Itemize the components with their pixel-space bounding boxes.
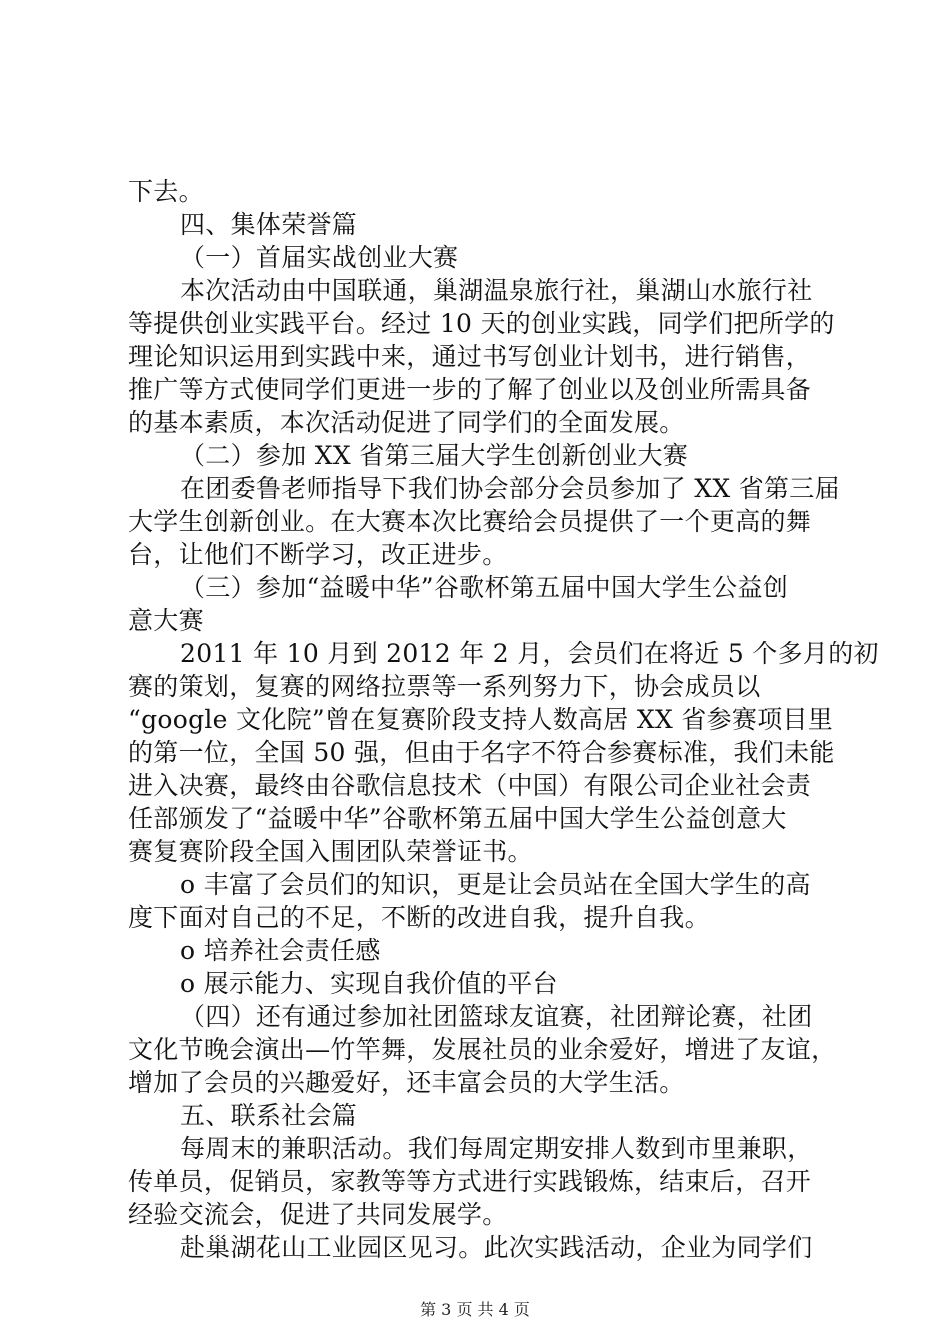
- text-line: 赴巢湖花山工业园区见习。此次实践活动，企业为同学们: [180, 1233, 813, 1262]
- text-line: 每周末的兼职活动。我们每周定期安排人数到市里兼职，: [180, 1134, 813, 1163]
- text-line: 意大赛: [128, 606, 204, 635]
- text-line: 下去。: [128, 177, 204, 206]
- text-line: 推广等方式使同学们更进一步的了解了创业以及创业所需具备: [128, 375, 812, 404]
- list-item: o 培养社会责任感: [180, 936, 381, 965]
- text-line: 等提供创业实践平台。经过 10 天的创业实践，同学们把所学的: [128, 309, 835, 338]
- page-footer: 第 3 页 共 4 页: [420, 1300, 530, 1319]
- text-line: 2011 年 10 月到 2012 年 2 月，会员们在将近 5 个多月的初: [180, 639, 879, 668]
- text-line: 进入决赛，最终由谷歌信息技术（中国）有限公司企业社会责: [128, 771, 812, 800]
- subsection-heading: （一）首届实战创业大赛: [180, 243, 459, 272]
- text-line: 的基本素质，本次活动促进了同学们的全面发展。: [128, 408, 685, 437]
- text-line: 在团委鲁老师指导下我们协会部分会员参加了 XX 省第三届: [180, 474, 840, 503]
- text-line: 赛的策划，复赛的网络拉票等一系列努力下，协会成员以: [128, 672, 761, 701]
- text-line: （四）还有通过参加社团篮球友谊赛，社团辩论赛，社团: [180, 1002, 813, 1031]
- text-line: 台，让他们不断学习，改正进步。: [128, 540, 508, 569]
- list-item: o 展示能力、实现自我价值的平台: [180, 969, 558, 998]
- text-line: 任部颁发了“益暖中华”谷歌杯第五届中国大学生公益创意大: [128, 804, 787, 833]
- text-line: 理论知识运用到实践中来，通过书写创业计划书，进行销售，: [128, 342, 812, 371]
- text-line: 本次活动由中国联通，巢湖温泉旅行社，巢湖山水旅行社: [180, 276, 813, 305]
- text-line: 经验交流会，促进了共同发展学。: [128, 1200, 508, 1229]
- text-line: “google 文化院”曾在复赛阶段支持人数高居 XX 省参赛项目里: [128, 705, 834, 734]
- text-line: 大学生创新创业。在大赛本次比赛给会员提供了一个更高的舞: [128, 507, 812, 536]
- text-line: 增加了会员的兴趣爱好，还丰富会员的大学生活。: [128, 1068, 685, 1097]
- text-line: 传单员，促销员，家教等等方式进行实践锻炼，结束后，召开: [128, 1167, 812, 1196]
- section-heading: 四、集体荣誉篇: [180, 210, 358, 239]
- text-line: 的第一位，全国 50 强，但由于名字不符合参赛标准，我们未能: [128, 738, 835, 767]
- subsection-heading: （三）参加“益暖中华”谷歌杯第五届中国大学生公益创: [180, 573, 789, 602]
- section-heading: 五、联系社会篇: [180, 1101, 358, 1130]
- list-item: o 丰富了会员们的知识，更是让会员站在全国大学生的高: [180, 870, 811, 899]
- text-line: 度下面对自己的不足，不断的改进自我，提升自我。: [128, 903, 710, 932]
- subsection-heading: （二）参加 XX 省第三届大学生创新创业大赛: [180, 441, 689, 470]
- text-line: 文化节晚会演出—竹竿舞，发展社员的业余爱好，增进了友谊，: [128, 1035, 837, 1064]
- text-line: 赛复赛阶段全国入围团队荣誉证书。: [128, 837, 533, 866]
